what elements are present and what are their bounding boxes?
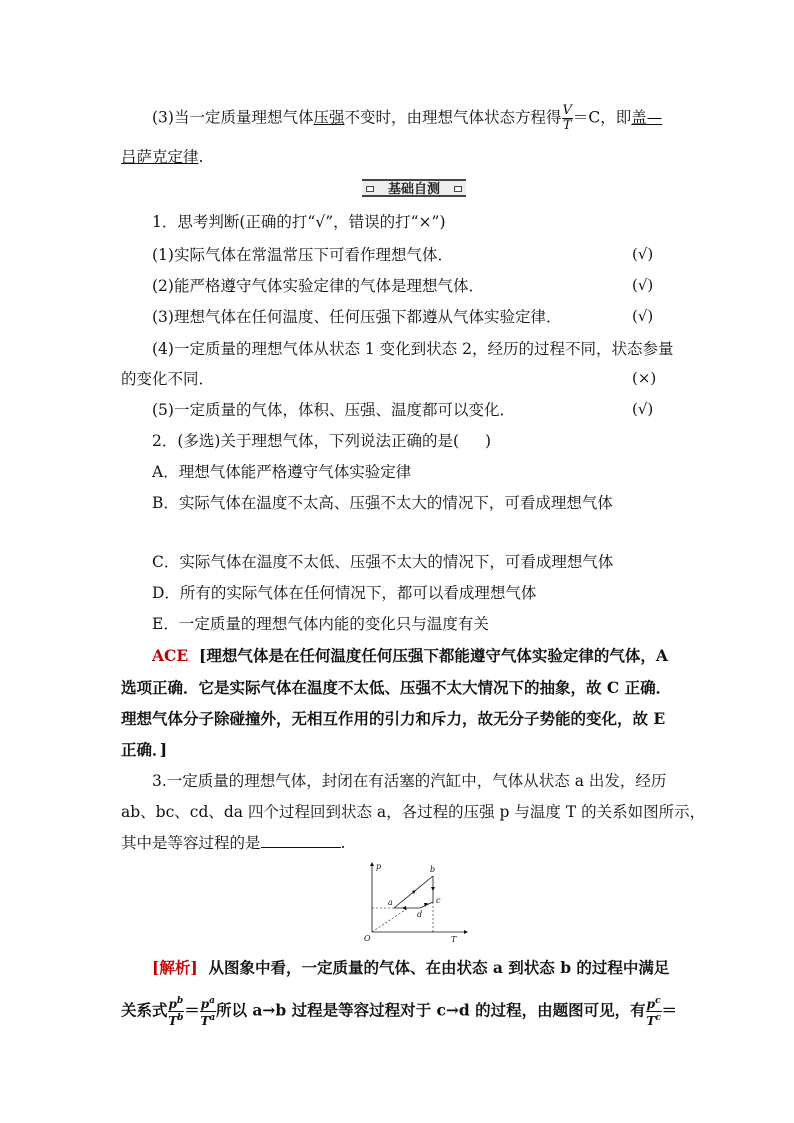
analysis-text1: 从图象中看，一定质量的气体、在由状态 a 到状态 b 的过程中满足 <box>208 958 670 977</box>
arrow-da-icon <box>402 906 406 910</box>
para3-line1 <box>152 104 662 133</box>
q1-mark-3: (√) <box>632 307 654 325</box>
arrow-bc-icon <box>431 887 435 891</box>
label-p: p <box>376 862 382 871</box>
frac2-num <box>200 995 216 1012</box>
frac2-den-sup: a <box>209 1013 216 1023</box>
t-axis-arrow-icon <box>464 930 468 934</box>
arrow-ab-icon <box>412 890 416 894</box>
q2-answer: ACE <box>152 646 189 665</box>
q2-stem <box>152 430 491 452</box>
para3-text: (3)当一定质量理想气体 <box>152 108 314 127</box>
frac3-den-t: T <box>646 1014 656 1028</box>
analysis-pre: 关系式 <box>121 1000 168 1020</box>
q2-explain-text1: [理想气体是在任何温度任何压强下都能遵守气体实验定律的气体，A <box>198 646 668 665</box>
dashed-ref-line <box>372 908 408 932</box>
frac1-num-sup: b <box>176 996 184 1006</box>
analysis-end: ＝ <box>661 1000 678 1020</box>
analysis-mid: 所以 a→b 过程是等容过程对于 c→d 的过程，由题图可见，有 <box>215 1000 646 1020</box>
analysis-line1 <box>152 957 669 979</box>
frac3-den-sup: c <box>655 1013 661 1023</box>
q2-stem-end: ) <box>485 432 492 450</box>
q3-line3-end: . <box>340 834 346 852</box>
label-a: a <box>388 898 393 907</box>
frac3-num <box>646 995 662 1012</box>
q3-answer-blank <box>261 833 341 848</box>
q1-item-1: (1)实际气体在常温常压下可看作理想气体． <box>152 246 453 264</box>
label-d: d <box>417 910 423 919</box>
para3-eq: ＝C，即 <box>572 108 632 127</box>
frac2-den-t: T <box>200 1014 210 1028</box>
frac2-num-sup: a <box>209 996 215 1006</box>
frac2-den <box>200 1012 216 1028</box>
p-axis-arrow-icon <box>370 862 374 866</box>
q1-item-2: (2)能严格遵守气体实验定律的气体是理想气体． <box>152 277 484 295</box>
q1-mark-2: (√) <box>632 276 654 294</box>
q2-stem-text: 2．(多选)关于理想气体，下列说法正确的是( <box>152 432 460 450</box>
q2-explain-line3: 理想气体分子除碰撞外，无相互作用的引力和斥力，故无分子势能的变化，故 E <box>121 709 666 728</box>
para3-dot: . <box>198 148 204 166</box>
q2-explain-line1 <box>152 645 668 667</box>
q2-option-c: C．实际气体在温度不太低、压强不太大的情况下，可看成理想气体 <box>152 553 614 571</box>
label-c: c <box>436 896 441 905</box>
analysis-tag: [解析] <box>152 958 198 977</box>
q1-item-3: (3)理想气体在任何温度、任何压强下都遵从气体实验定律． <box>152 308 562 326</box>
q1-item-5: (5)一定质量的气体，体积、压强、温度都可以变化． <box>152 401 515 419</box>
frac1-den-t: T <box>168 1014 178 1028</box>
label-o: O <box>364 934 371 943</box>
q3-line1: 3.一定质量的理想气体，封闭在有活塞的汽缸中，气体从状态 a 出发，经历 <box>152 772 667 790</box>
fraction-pa-ta <box>200 995 216 1028</box>
label-b: b <box>430 865 436 874</box>
frac3-den <box>646 1012 662 1028</box>
q2-option-a: A．理想气体能严格遵守气体实验定律 <box>152 463 412 481</box>
frac-den: T <box>562 118 572 133</box>
q3-line3 <box>121 832 345 854</box>
q1-title: 1．思考判断(正确的打“√”，错误的打“×”) <box>152 213 446 231</box>
fraction-pb-tb <box>168 995 185 1028</box>
q1-item-4: (4)一定质量的理想气体从状态 1 变化到状态 2，经历的过程不同，状态参量 <box>152 340 674 358</box>
para3-law-name: 吕萨克定律 <box>121 148 199 166</box>
q1-mark-1: (√) <box>632 245 654 263</box>
q2-option-b: B．实际气体在温度不太高、压强不太大的情况下，可看成理想气体 <box>152 494 613 512</box>
para3-text-mid: 不变时，由理想气体状态方程得 <box>344 108 562 127</box>
q2-option-e: E．一定质量的理想气体内能的变化只与温度有关 <box>152 615 489 633</box>
frac1-den <box>168 1012 185 1028</box>
label-t: T <box>451 935 457 944</box>
fraction-v-over-t <box>562 104 573 133</box>
frac2-num-p: p <box>200 997 210 1011</box>
q3-line3-text: 其中是等容过程的是 <box>121 834 261 852</box>
q1-item-4-cont: 的变化不同． <box>121 370 215 388</box>
q2-explain-line2: 选项正确．它是实际气体在温度不太低、压强不太大情况下的抽象，故 C 正确． <box>121 678 672 697</box>
frac1-num <box>168 995 185 1012</box>
q2-explain-line4: 正确．] <box>121 740 168 759</box>
analysis-eq: ＝ <box>184 1000 200 1020</box>
frac1-den-sup: b <box>177 1013 184 1023</box>
frac3-num-sup: c <box>655 996 661 1006</box>
frac-num: V <box>562 103 572 118</box>
section-badge: 基础自测 <box>362 179 466 197</box>
frac3-num-p: p <box>646 997 656 1011</box>
para3-line2 <box>121 146 203 168</box>
fraction-pc-tc <box>646 995 662 1028</box>
frac1-num-p: p <box>168 997 177 1011</box>
q2-option-d: D．所有的实际气体在任何情况下，都可以看成理想气体 <box>152 584 537 602</box>
analysis-line2 <box>121 995 677 1028</box>
q1-mark-4: (×) <box>632 369 657 387</box>
p-t-diagram <box>360 860 470 945</box>
q1-mark-5: (√) <box>632 400 654 418</box>
para3-underline-gay: 盖— <box>631 108 663 127</box>
q3-line2: ab、bc、cd、da 四个过程回到状态 a，各过程的压强 p 与温度 T 的关系如图所示， <box>121 803 706 821</box>
para3-underline-pressure: 压强 <box>313 108 345 127</box>
